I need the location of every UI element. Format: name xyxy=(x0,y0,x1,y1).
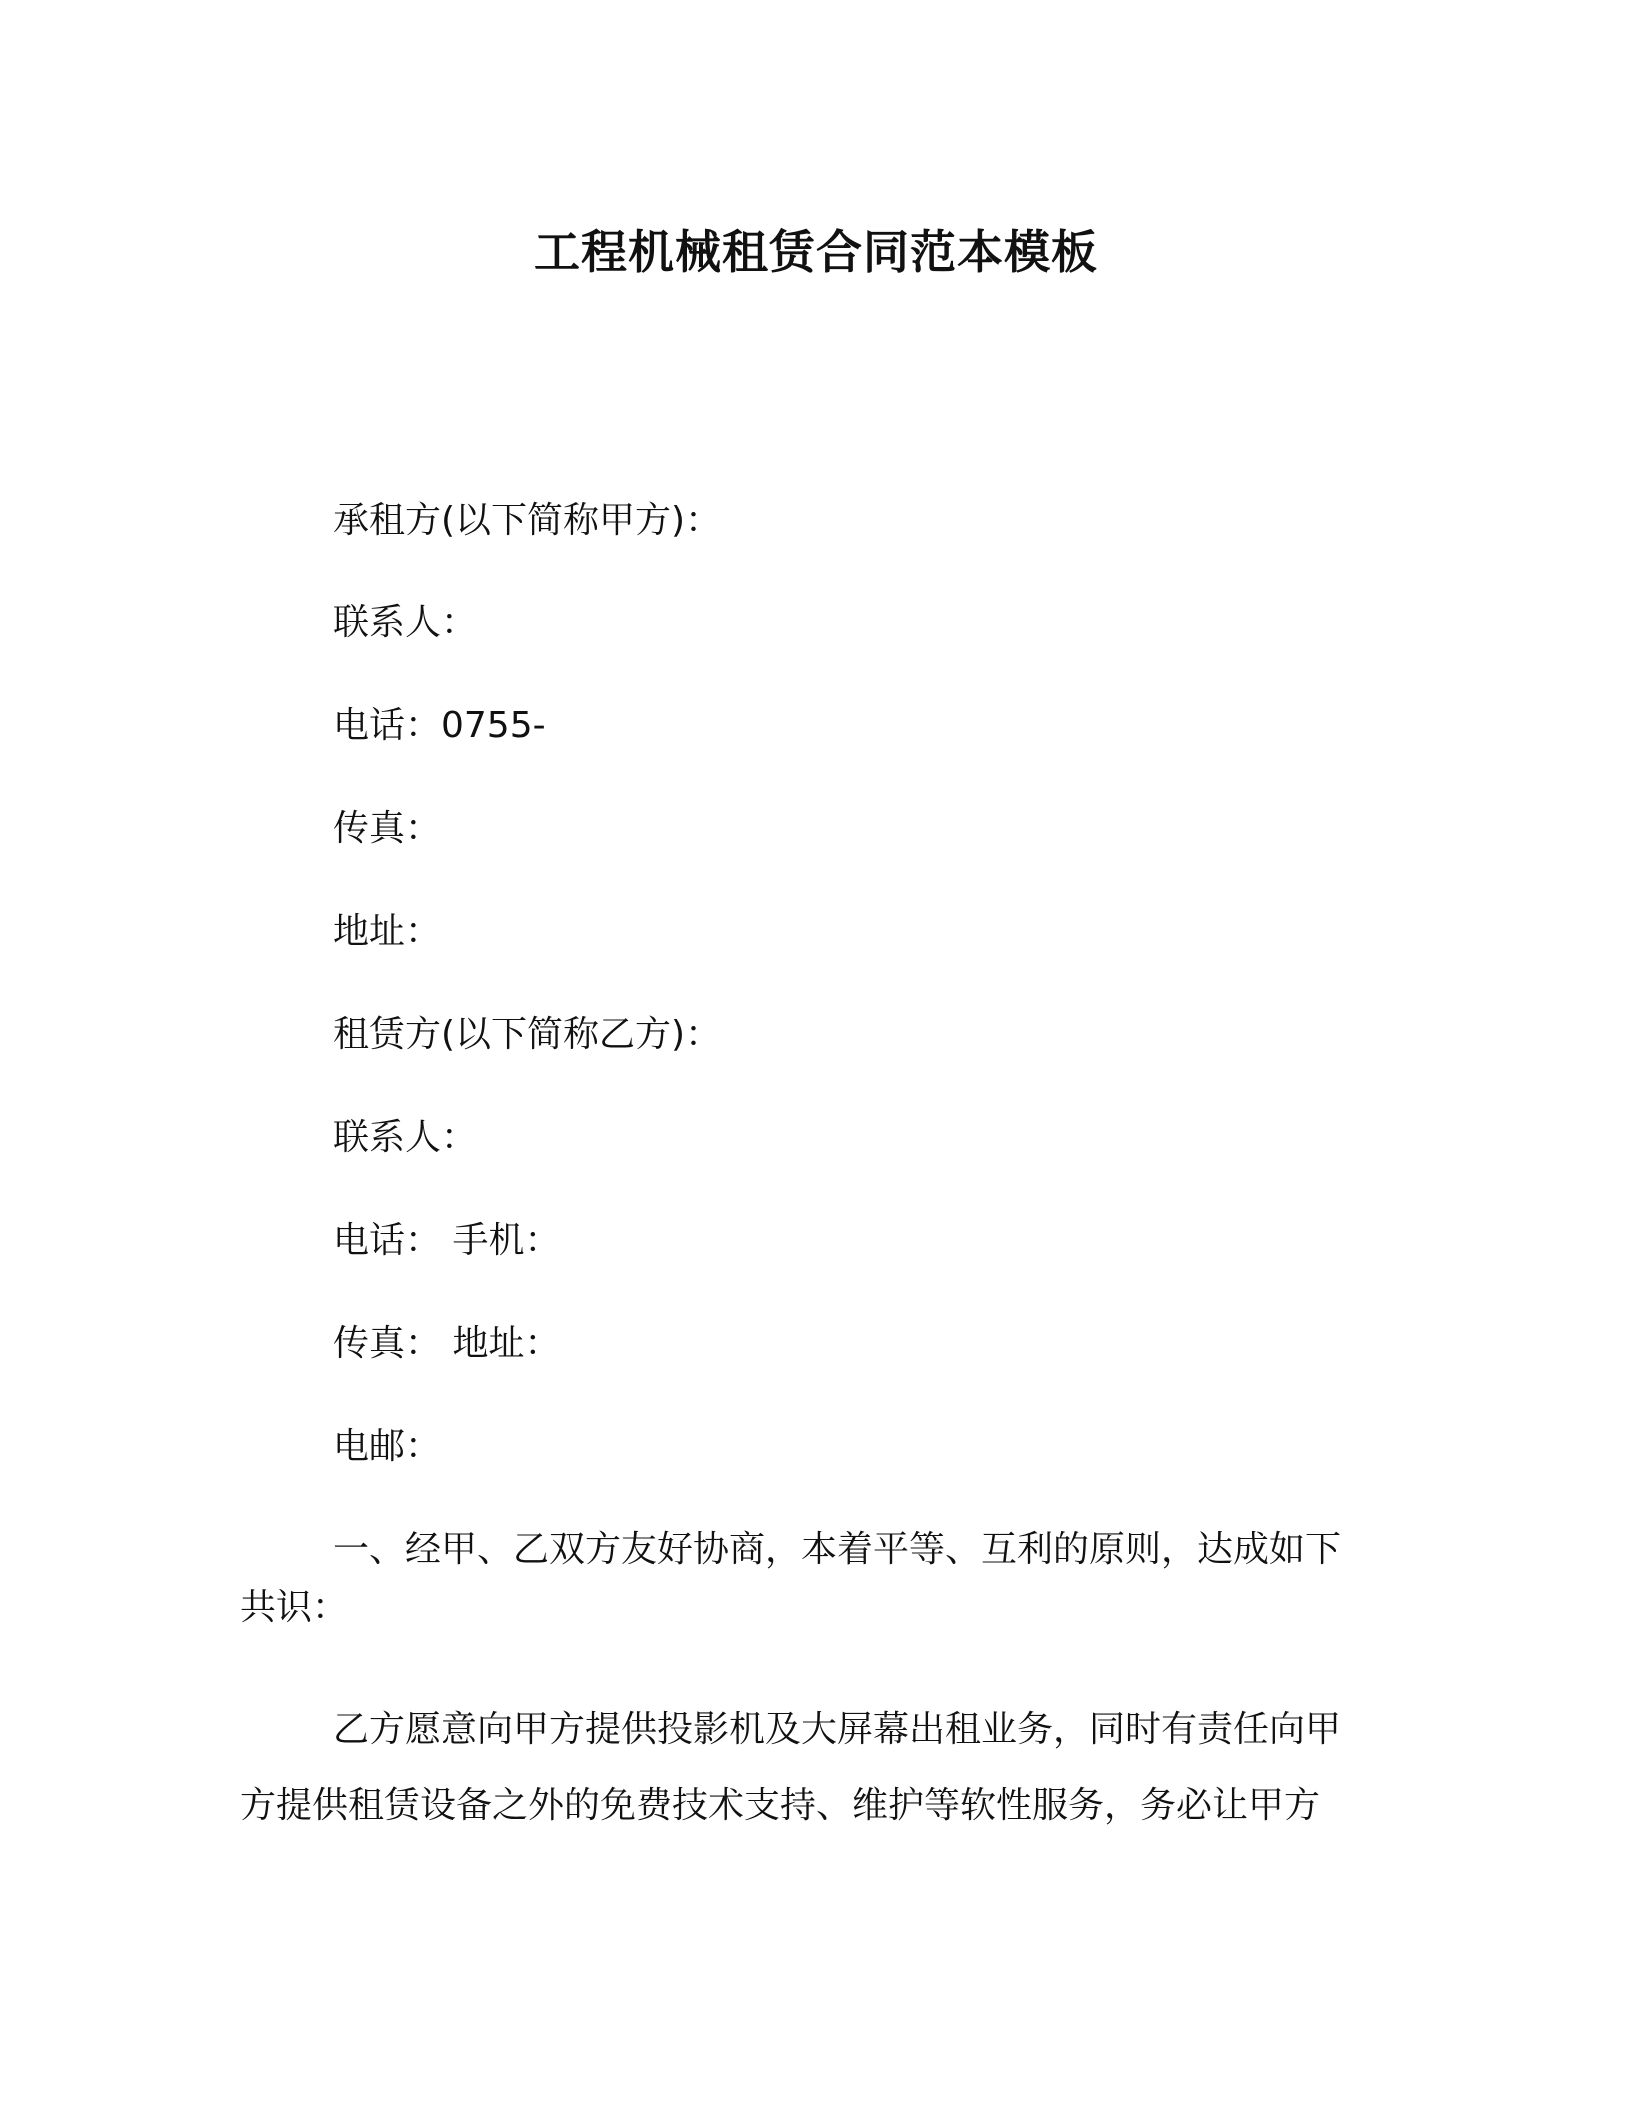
clause-1-line-2: 共识： xyxy=(240,1587,349,1628)
lessor-fax-address-label: 传真： 地址： xyxy=(333,1323,561,1364)
clause-1-paragraph xyxy=(240,1506,1380,1652)
lessee-phone-label: 电话：0755- xyxy=(333,705,546,746)
lessee-address-label: 地址： xyxy=(333,911,442,952)
clause-1-line-1: 一、经甲、乙双方友好协商，本着平等、互利的原则，达成如下 xyxy=(333,1529,1342,1570)
lessor-label: 租赁方(以下简称乙方)： xyxy=(333,1014,722,1055)
document-title: 工程机械租赁合同范本模板 xyxy=(534,225,1098,279)
lessee-contact-label: 联系人： xyxy=(333,602,478,643)
clause-1-body-line-2: 方提供租赁设备之外的免费技术支持、维护等软性服务，务必让甲方 xyxy=(240,1785,1321,1826)
lessor-phone-mobile-label: 电话： 手机： xyxy=(333,1220,561,1261)
clause-1-body-paragraph xyxy=(240,1686,1380,1850)
lessee-fax-label: 传真： xyxy=(333,808,442,849)
lessor-email-label: 电邮： xyxy=(333,1426,442,1467)
lessor-contact-label: 联系人： xyxy=(333,1117,478,1158)
clause-1-body-line-1: 乙方愿意向甲方提供投影机及大屏幕出租业务，同时有责任向甲 xyxy=(333,1709,1342,1750)
lessee-label: 承租方(以下简称甲方)： xyxy=(333,500,722,541)
